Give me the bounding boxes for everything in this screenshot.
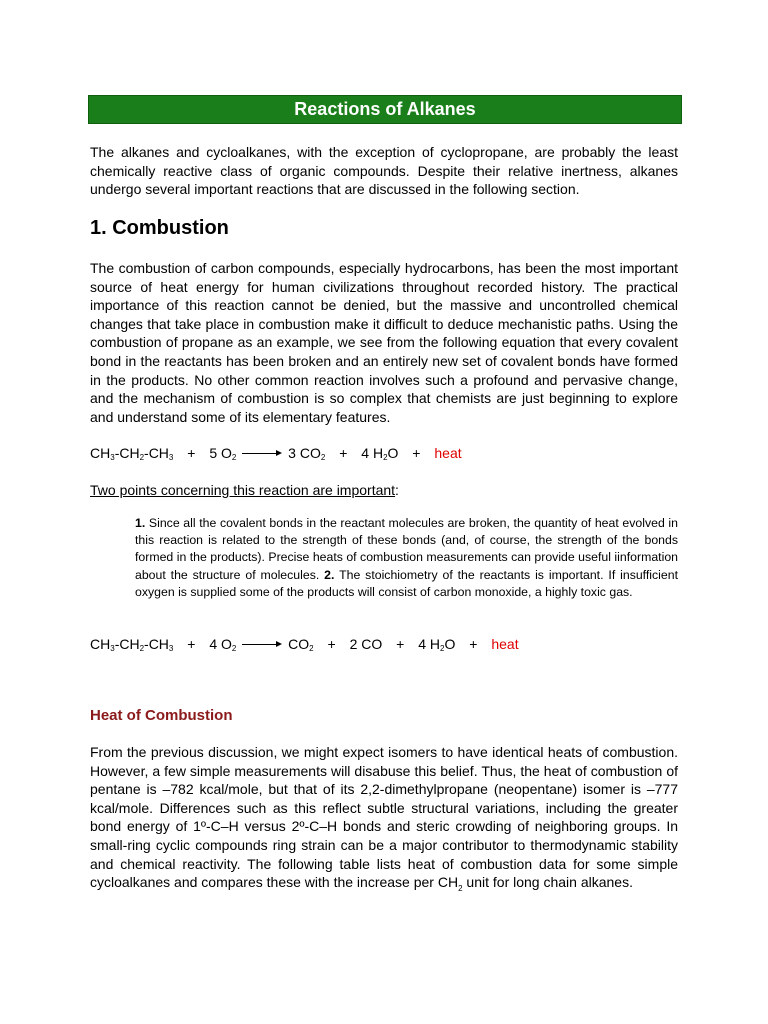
point-2-number: 2.: [324, 567, 335, 582]
eq2-reactant-propane: $CH_3-CH_2-CH_3$: [90, 636, 174, 653]
eq1-product-co2: 3 $CO_2$: [288, 445, 326, 462]
intro-paragraph: The alkanes and cycloalkanes, with the exception of cyclopropane, are probably the least chemically reactive class of organic compounds. Despite their relative inertness, alkanes undergo several important reactions that are discussed in the following section.: [90, 144, 678, 198]
eq2-reactant-oxygen: 4 $O_2$: [209, 636, 237, 653]
eq2-heat: heat: [491, 636, 519, 652]
eq1-heat: heat: [434, 445, 462, 461]
points-list: [135, 515, 678, 601]
eq1-reactant-oxygen: 5 $O_2$: [209, 445, 237, 462]
heat-paragraph-tail: unit for long chain alkanes.: [462, 874, 633, 891]
eq1-plus-1: +: [187, 445, 196, 461]
eq1-plus-3: +: [412, 445, 421, 461]
eq2-plus-3: +: [396, 636, 405, 652]
eq1-plus-2: +: [339, 445, 348, 461]
point-2-text: The stoichiometry of the reactants is important. If insufficient oxygen is supplied some of the products will consist of carbon monoxide, a highly toxic gas.: [135, 567, 678, 599]
eq2-product-water: 4 $H_2O$: [418, 636, 456, 653]
eq2-plus-4: +: [469, 636, 478, 652]
eq2-product-co: 2 CO: [349, 636, 383, 652]
eq1-reactant-propane: $CH_3-CH_2-CH_3$: [90, 445, 174, 462]
heat-paragraph-main: From the previous discussion, we might expect isomers to have identical heats of combustion. However, a few simple measurements will disabuse this belief. Thus, the heat of combustion of pentane is –782 kcal/mole, but that of its 2,2-dimethylpropane (neopentane) isomer is –777 kcal/mole. Differences such as this reflect subtle structural variations, including the greater bond energy of 1º-C–H versus 2º-C–H bonds and steric crowding of neighboring groups. In small-ring cyclic compounds ring strain can be a major contributor to thermodynamic stability and chemical reactivity. The following table lists heat of combustion data for some simple cycloalkanes and compares these with the increase per: [90, 744, 678, 891]
combustion-paragraph: The combustion of carbon compounds, especially hydrocarbons, has been the most important source of heat energy for human civilizations throughout recorded history. The practical importance of this reaction cannot be denied, but the massive and uncontrolled chemical changes that take place in combustion make it difficult to deduce mechanistic paths. Using the combustion of propane as an example, we see from the following equation that every covalent bond in the reactants has been broken and an entirely new set of covalent bonds have formed in the products. No other common reaction involves such a profound and pervasive change, and the mechanism of combustion is so complex that chemists are just beginning to explore and understand some of its elementary features.: [90, 260, 678, 425]
eq2-plus-1: +: [187, 636, 196, 652]
point-1-text: Since all the covalent bonds in the reactant molecules are broken, the quantity of heat evolved in this reaction is related to the strength of these bonds (and, of course, the strength of the bonds formed in the products). Precise heats of combustion measurements can provide useful iinformation about the structure of molecules.: [135, 516, 678, 582]
points-intro-underlined: Two points concerning this reaction are important: [90, 482, 396, 498]
points-intro-colon: :: [395, 482, 399, 498]
equation-incomplete-combustion: [90, 636, 519, 653]
eq1-product-water: 4 $H_2O$: [361, 445, 399, 462]
reaction-arrow-icon: [242, 449, 282, 459]
point-1-number: 1.: [135, 516, 146, 530]
points-intro: [90, 482, 399, 498]
heat-of-combustion-paragraph: From the previous discussion, we might expect isomers to have identical heats of combustion. However, a few simple measurements will disabuse this belief. Thus, the heat of combustion of pentane is –782 kcal/mole, but that of its 2,2-dimethylpropane (neopentane) isomer is –777 kcal/mole. Differences such as this reflect subtle structural variations, including the greater bond energy of 1º-C–H versus 2º-C–H bonds and steric crowding of neighboring groups. In small-ring cyclic compounds ring strain can be a major contributor to thermodynamic stability and chemical reactivity. The following table lists heat of combustion data for some simple cycloalkanes and compares these with the increase per $CH_2$ unit for long chain alkanes.: [90, 744, 678, 893]
page-title: Reactions of Alkanes: [88, 95, 682, 124]
equation-complete-combustion: [90, 445, 462, 462]
eq2-product-co2: $CO_2$: [288, 636, 314, 653]
eq2-plus-2: +: [327, 636, 336, 652]
section-heading-heat-of-combustion: Heat of Combustion: [90, 707, 233, 724]
reaction-arrow-icon: [242, 640, 282, 650]
section-heading-combustion: 1. Combustion: [90, 217, 229, 239]
